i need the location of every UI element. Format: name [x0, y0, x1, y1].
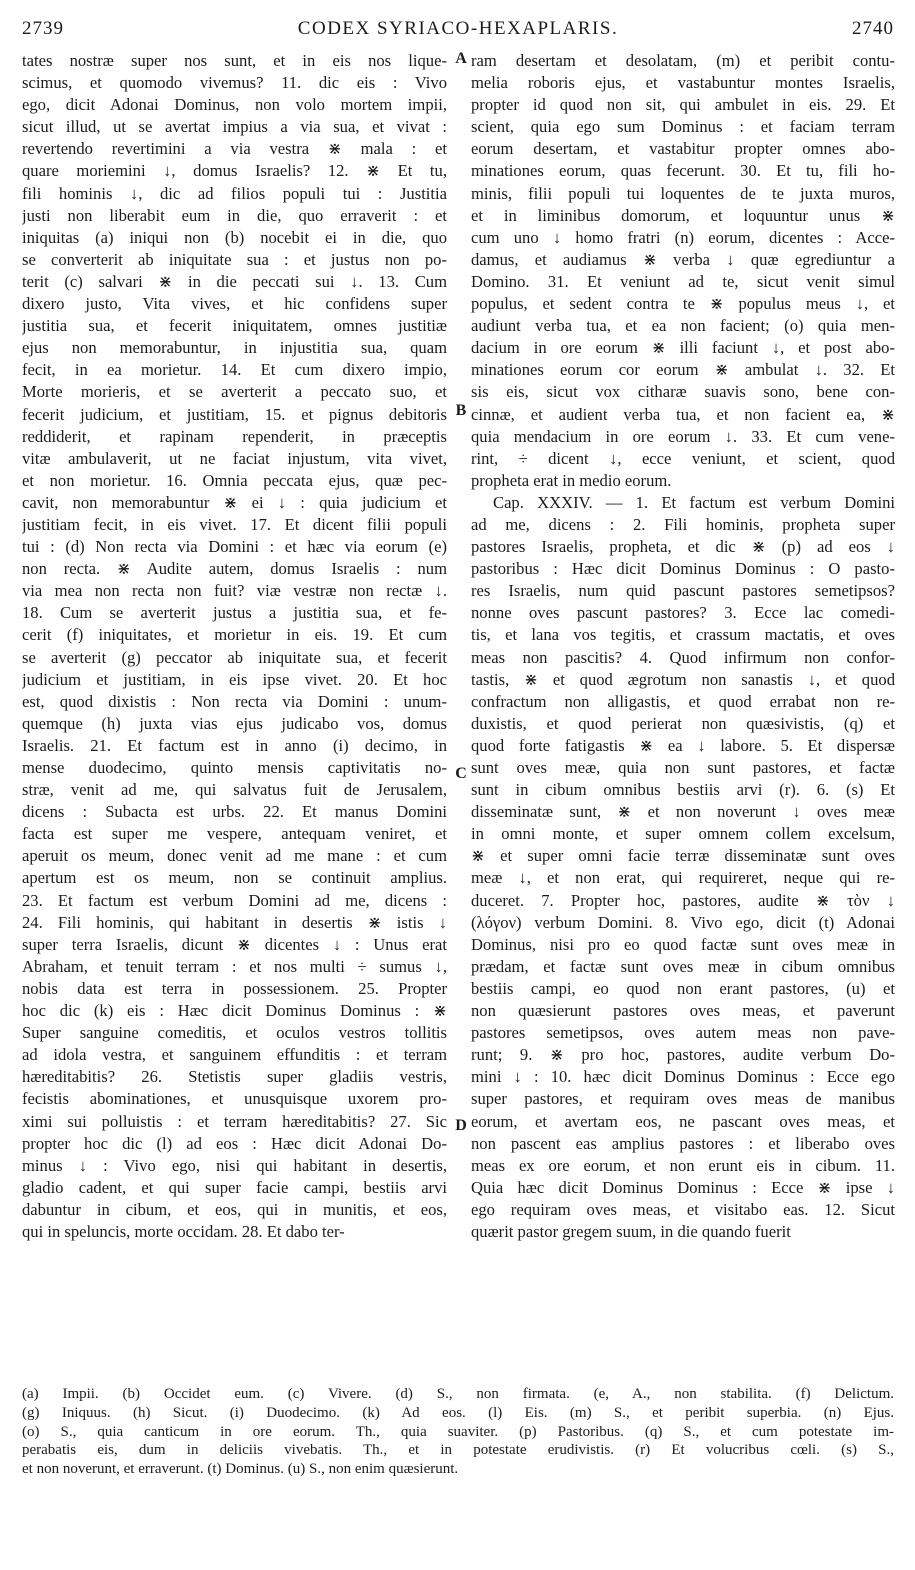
text-line: melia roboris ejus, et vastabuntur montes Israelis, [471, 73, 895, 93]
text-line: dacium in ore eorum ⋇ illi faciunt ↓, et post abo- [471, 338, 895, 358]
text-line: pastores Israelis, propheta, et dic ⋇ (p) ad eos ↓ [471, 537, 895, 557]
footnotes [22, 1385, 894, 1479]
text-line: hoc dic (k) eis : Hæc dicit Dominus Dominus : ⋇ [22, 1001, 447, 1021]
text-line: fecistis abominationes, et unusquisque uxorem pro- [22, 1089, 447, 1109]
text-line: justi non liberabit eum in die, quo erraverit : et [22, 205, 447, 225]
text-line: pastoribus : Hæc dicit Dominus Dominus : O pasto- [471, 559, 895, 579]
text-line: Morte morieris, et se averterit a peccato suo, et [22, 382, 447, 402]
footnote-line: (g) Iniquus. (h) Sicut. (i) Duodecimo. (k) Ad eos. (l) Eis. (m) S., et peribit superbia. (n) Ejus. [22, 1404, 894, 1421]
text-line: sunt in cibum omnibus bestiis arvi (r). 6. (s) Et [471, 780, 895, 800]
text-line: propter id quod non sit, qui ambulet in eis. 29. Et [471, 95, 895, 115]
text-line: revertendo revertimini a via vestra ⋇ mala : et [22, 139, 447, 159]
page-number-left: 2739 [22, 18, 64, 39]
text-line: ad idola vestra, et sanguinem effunditis : et terram [22, 1045, 447, 1065]
text-line: meas ex ore eorum, et non erunt eis in cibum. 11. [471, 1155, 895, 1175]
text-line: ram desertam et desolatam, (m) et peribit contu- [471, 51, 895, 70]
text-line: via mea non recta non fuit? viæ vestræ non rectæ ↓. [22, 581, 447, 601]
text-line: tastis, ⋇ et quod ægrotum non sanastis ↓, et quod [471, 669, 895, 689]
text-line: eorum, et avertam eos, ne pascant oves meas, et [471, 1111, 895, 1131]
text-line: cerit (f) iniquitates, et morietur in eis. 19. Et cum [22, 625, 447, 645]
text-line: iniquitas (a) iniqui non (b) nocebit ei in die, quo [22, 227, 447, 247]
text-line: se averterit (g) peccator ab iniquitate sua, et fecerit [22, 647, 447, 667]
text-line: terit (c) salvari ⋇ in die peccati sui ↓. 13. Cum [22, 271, 447, 291]
text-line: vitæ ambulaverit, ut ne faciat injustum, vita vivet, [22, 448, 447, 468]
text-line: ⋇ et super omni facie terræ disseminatæ sunt oves [471, 846, 895, 866]
text-line: bestiis campi, eo quod non erant pastores, (u) et [471, 978, 895, 998]
text-line: quemque (h) juxta vias ejus judicabo vos, domus [22, 713, 447, 733]
text-line: nonne oves pascunt pastores? 3. Ecce lac comedi- [471, 603, 895, 623]
text-line: ego, dicit Adonai Dominus, non volo mortem impii, [22, 95, 447, 115]
text-line: quia mendacium in ore eorum ↓. 33. Et cum vene- [471, 426, 895, 446]
text-line: aperuit os meum, donec venit ad me mane : et cum [22, 846, 447, 866]
text-line: sicut illud, ut se avertat impius a via sua, et vivat : [22, 117, 447, 137]
text-line: minationes eorum cor eorum ⋇ ambulat ↓. 32. Et [471, 360, 895, 380]
text-line: est, quod dixistis : Non recta via Domini : unum- [22, 691, 447, 711]
margin-letter-d: D [455, 1117, 467, 1134]
text-line: Cap. XXXIV. — 1. Et factum est verbum Domini [493, 492, 895, 512]
text-line: minus ↓ : Vivo ego, nisi qui habitant in desertis, [22, 1155, 447, 1175]
text-line: tis, et lana vos tegitis, et crassum mactatis, et oves [471, 625, 895, 645]
text-line: 24. Fili hominis, qui habitant in desertis ⋇ istis ↓ [22, 912, 447, 932]
text-line: mense duodecimo, quinto mensis captivitatis no- [22, 758, 447, 777]
text-line: non quæsierunt pastores oves meas, et paverunt [471, 1001, 895, 1021]
text-line: dixero justo, Vita vives, et hic confidens super [22, 294, 447, 314]
text-line: fecit, in ea morietur. 14. Et cum dixero impio, [22, 360, 447, 380]
text-line: runt; 9. ⋇ pro hoc, pastores, audite verbum Do- [471, 1045, 895, 1065]
text-line: sunt oves meæ, quia non sunt pastores, et factæ [471, 758, 895, 777]
text-line: Domino. 31. Et veniunt ad te, sicut venit simul [471, 271, 895, 291]
text-line: meæ ↓, et non erat, qui requireret, neque qui re- [471, 868, 895, 888]
text-line: dicens : Subacta est urbs. 22. Et manus Domini [22, 802, 447, 822]
text-line: apertum est os meum, non se continuit amplius. [22, 868, 447, 888]
text-line: duxistis, et quod perierat non quæsivistis, (q) et [471, 713, 895, 733]
text-line: super terra Israelis, dicunt ⋇ dicentes ↓ : Unus erat [22, 934, 447, 954]
text-line: Quia hæc dicit Dominus Dominus : Ecce ⋇ ipse ↓ [471, 1177, 895, 1197]
text-line: cum uno ↓ homo fratri (n) eorum, dicentes : Acce- [471, 227, 895, 247]
margin-letter-a: A [455, 50, 467, 67]
text-line: 23. Et factum est verbum Domini ad me, dicens : [22, 890, 447, 910]
footnote-line: et non noverunt, et erraverunt. (t) Dominus. (u) S., non enim quæsierunt. [22, 1461, 459, 1478]
text-line: ego requiram oves meas, et visitabo eas. 12. Sicut [471, 1199, 895, 1219]
text-line: sis eis, sicut vox citharæ suavis sono, bene con- [471, 382, 895, 402]
text-line: Israelis. 21. Et factum est in anno (i) decimo, in [22, 735, 447, 755]
text-line: fecerit judicium, et justitiam, 15. et pignus debitoris [22, 404, 447, 424]
text-line: judicium et justitiam, in eis ipse vivet. 20. Et hoc [22, 669, 447, 689]
text-line: facta est super me vespere, antequam veniret, et [22, 824, 447, 844]
running-title: CODEX SYRIACO-HEXAPLARIS. [297, 18, 619, 39]
text-line: hæreditabitis? 26. Stetistis super gladiis vestris, [22, 1067, 447, 1087]
text-line: 18. Cum se averterit justus a justitia sua, et fe- [22, 603, 447, 623]
text-line: confractum non alligastis, et quod errabat non re- [471, 691, 895, 711]
text-line: cinnæ, et audient verba tua, et non facient ea, ⋇ [471, 404, 895, 424]
text-line: qui in speluncis, morte occidam. 28. Et dabo ter- [22, 1221, 345, 1241]
text-line: pastores semetipsos, oves autem meas non pave- [471, 1023, 895, 1043]
text-line: stræ, venit ad me, qui salvatus fuit de Jerusalem, [22, 780, 447, 800]
text-line: scient, quia ego sum Dominus : et faciam terram [471, 117, 895, 137]
text-line: Abraham, et tenuit terram : et nos multi ÷ sumus ↓, [22, 956, 447, 976]
footnote-line: (o) S., quia canticum in ore eorum. Th., quia suaviter. (p) Pastoribus. (q) S., et cum potestate im- [22, 1423, 894, 1440]
text-line: et non morietur. 16. Omnia peccata ejus, quæ pec- [22, 470, 447, 490]
text-line: audiunt verba tua, et ea non facient; (o) quia men- [471, 316, 895, 336]
text-line: prædam, et factæ sunt oves meæ in cibum omnibus [471, 956, 895, 976]
text-line: tates nostræ super nos sunt, et in eis nos lique- [22, 51, 447, 70]
right-column [471, 50, 895, 1243]
text-line: nobis data est terra in possessionem. 25. Propter [22, 978, 447, 998]
page-header [22, 18, 894, 44]
left-column [22, 50, 447, 1243]
text-line: reddiderit, et rapinam rependerit, in præceptis [22, 426, 447, 446]
text-line: duceret. 7. Propter hoc, pastores, audite ⋇ τὸν ↓ [471, 890, 895, 910]
text-line: justitiam fecit, in eis vivet. 17. Et dicent filii populi [22, 514, 447, 534]
text-line: ximi sui polluistis : et terram hæreditabitis? 27. Sic [22, 1111, 447, 1131]
text-line: scimus, et quomodo vivemus? 11. dic eis : Vivo [22, 73, 447, 93]
text-line: super pastores, et requiram oves meas de manibus [471, 1089, 895, 1109]
text-line: dabuntur in cibum, et eos, qui in munitis, et eos, [22, 1199, 447, 1219]
text-line: propheta erat in medio eorum. [471, 470, 672, 490]
footnote-line: perabatis eis, dum in deliciis vivebatis. Th., et in potestate erudivistis. (r) Et volucribus cœli. (s) S., [22, 1442, 894, 1459]
text-line: ejus non memorabuntur, in injustitia sua, quam [22, 338, 447, 358]
text-line: meas non pascitis? 4. Quod infirmum non confor- [471, 647, 895, 667]
text-line: tui : (d) Non recta via Domini : et hæc via eorum (e) [22, 537, 447, 557]
text-line: minis, filii populi tui loquentes de te juxta muros, [471, 183, 895, 203]
footnote-line: (a) Impii. (b) Occidet eum. (c) Vivere. (d) S., non firmata. (e, A., non stabilita. (f) Delictum. [22, 1386, 894, 1402]
text-line: non recta. ⋇ Audite autem, domus Israelis : num [22, 559, 447, 579]
text-line: minationes eorum, quas fecerunt. 30. Et tu, fili ho- [471, 161, 895, 181]
text-line: rint, ÷ dicent ↓, ecce veniunt, et scient, quod [471, 448, 895, 468]
margin-letter-b: B [455, 402, 467, 419]
text-line: se converterit ab iniquitate sua : et justus non po- [22, 249, 447, 269]
text-line: eorum desertam, et vastabitur propter omnes abo- [471, 139, 895, 159]
text-line: justitia sua, et fecerit iniquitatem, omnes justitiæ [22, 316, 447, 336]
text-line: non pascent eas amplius pastores : et liberabo oves [471, 1133, 895, 1153]
text-line: quod forte fatigastis ⋇ ea ↓ labore. 5. Et dispersæ [471, 735, 895, 755]
text-line: in omni monte, et super omnem collem excelsum, [471, 824, 895, 844]
text-line: et in liminibus domorum, et loquuntur unus ⋇ [471, 205, 895, 225]
text-line: quare moriemini ↓, domus Israelis? 12. ⋇ Et tu, [22, 161, 447, 181]
text-line: ad me, dicens : 2. Fili hominis, propheta super [471, 514, 895, 534]
text-line: cavit, non memorabuntur ⋇ ei ↓ : quia judicium et [22, 492, 447, 512]
text-line: res Israelis, num quid pascunt pastores semetipsos? [471, 581, 895, 601]
text-line: propter hoc dic (l) ad eos : Hæc dicit Adonai Do- [22, 1133, 447, 1153]
page-number-right: 2740 [852, 18, 894, 39]
margin-letter-c: C [455, 765, 467, 782]
text-line: quærit pastor gregem suum, in die quando fuerit [471, 1221, 791, 1241]
text-line: populus, et sedent contra te ⋇ populus meus ↓, et [471, 294, 895, 314]
text-line: damus, et audiamus ⋇ verba ↓ quæ egrediuntur a [471, 249, 895, 269]
text-line: (λόγον) verbum Domini. 8. Vivo ego, dicit (t) Adonai [471, 912, 895, 932]
text-line: Dominus, nisi pro eo quod factæ sunt oves meæ in [471, 934, 895, 954]
text-line: gladio cadent, et qui super facie campi, bestiis arvi [22, 1177, 447, 1197]
text-line: fili hominis ↓, dic ad filios populi tui : Justitia [22, 183, 447, 203]
text-line: disseminatæ sunt, ⋇ et non noverunt ↓ oves meæ [471, 802, 895, 822]
text-line: Super sanguine comeditis, et oculos vestros tollitis [22, 1023, 447, 1043]
text-line: mini ↓ : 10. hæc dicit Dominus Dominus : Ecce ego [471, 1067, 895, 1087]
